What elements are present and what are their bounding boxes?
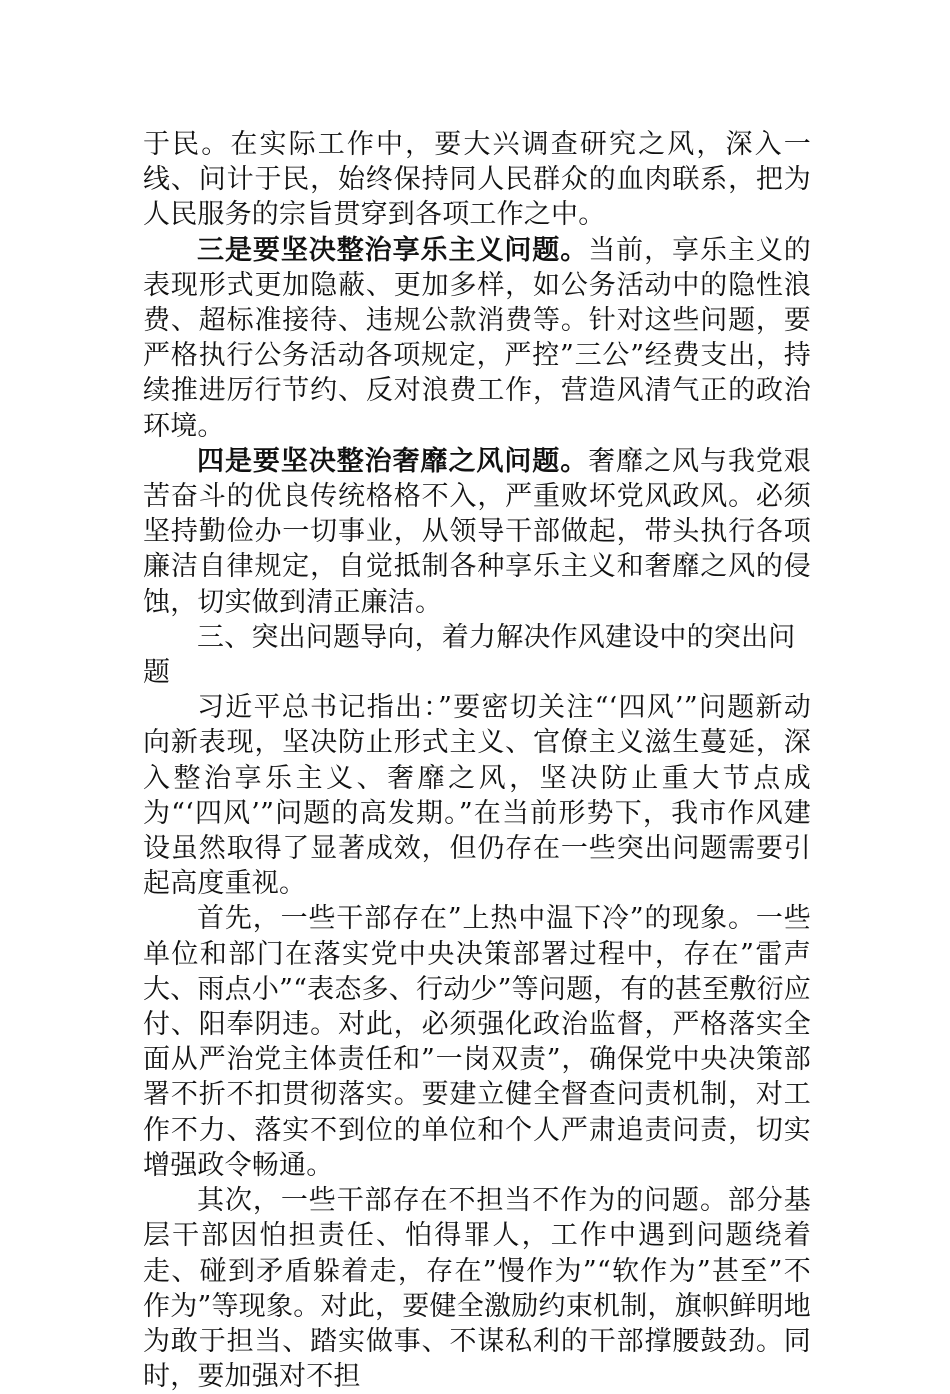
paragraph-text: 其次，一些干部存在不担当不作为的问题。部分基层干部因怕担责任、怕得罪人，工作中遇到问题绕着走、碰到矛盾躲着走，存在”慢作为”“软作为”甚至”不作为”等现象。对此，要健全激励约束机制，旗帜鲜明地为敢于担当、踏实做事、不谋私利的干部撑腰鼓劲。同时，要加强对不担 — [143, 1185, 811, 1393]
paragraph-hedonism — [143, 233, 811, 444]
paragraph-text: 首先，一些干部存在”上热中温下冷”的现象。一些单位和部门在落实党中央决策部署过程中，存在”雷声大、雨点小”“表态多、行动少”等问题，有的甚至敷衍应付、阳奉阴违。对此，必须强化政治监督，严格落实全面从严治党主体责任和”一岗双责”，确保党中央决策部署不折不扣贯彻落实。要建立健全督查问责机制，对工作不力、落实不到位的单位和个人严肃追责问责，切实增强政令畅通。 — [143, 903, 811, 1181]
paragraph-lead: 三是要坚决整治享乐主义问题。 — [197, 234, 589, 266]
paragraph-text: 于民。在实际工作中，要大兴调查研究之风，深入一线、问计于民，始终保持同人民群众的血肉联系，把为人民服务的宗旨贯穿到各项工作之中。 — [143, 129, 811, 231]
paragraph-text: 当前，享乐主义的表现形式更加隐蔽、更加多样，如公务活动中的隐性浪费、超标准接待、违规公款消费等。针对这些问题，要严格执行公务活动各项规定，严控”三公”经费支出，持续推进厉行节约、反对浪费工作，营造风清气正的政治环境。 — [143, 234, 811, 442]
paragraph-extravagance — [143, 444, 811, 620]
paragraph-quote — [143, 690, 811, 901]
paragraph-continuation — [143, 127, 811, 233]
paragraph-text: 奢靡之风与我党艰苦奋斗的优良传统格格不入，严重败坏党风政风。必须坚持勤俭办一切事业，从领导干部做起，带头执行各项廉洁自律规定，自觉抵制各种享乐主义和奢靡之风的侵蚀，切实做到清正廉洁。 — [143, 445, 811, 618]
paragraph-second-issue — [143, 1183, 811, 1394]
paragraph-lead: 四是要坚决整治奢靡之风问题。 — [197, 445, 589, 477]
paragraph-first-issue — [143, 901, 811, 1183]
document-page — [143, 127, 811, 1394]
section-heading: 三、突出问题导向，着力解决作风建设中的突出问题 — [143, 621, 796, 689]
paragraph-text: 习近平总书记指出：”要密切关注“‘四风’”问题新动向新表现，坚决防止形式主义、官僚主义滋生蔓延，深入整治享乐主义、奢靡之风，坚决防止重大节点成为“‘四风’”问题的高发期。”在当前形势下，我市作风建设虽然取得了显著成效，但仍存在一些突出问题需要引起高度重视。 — [143, 692, 811, 900]
